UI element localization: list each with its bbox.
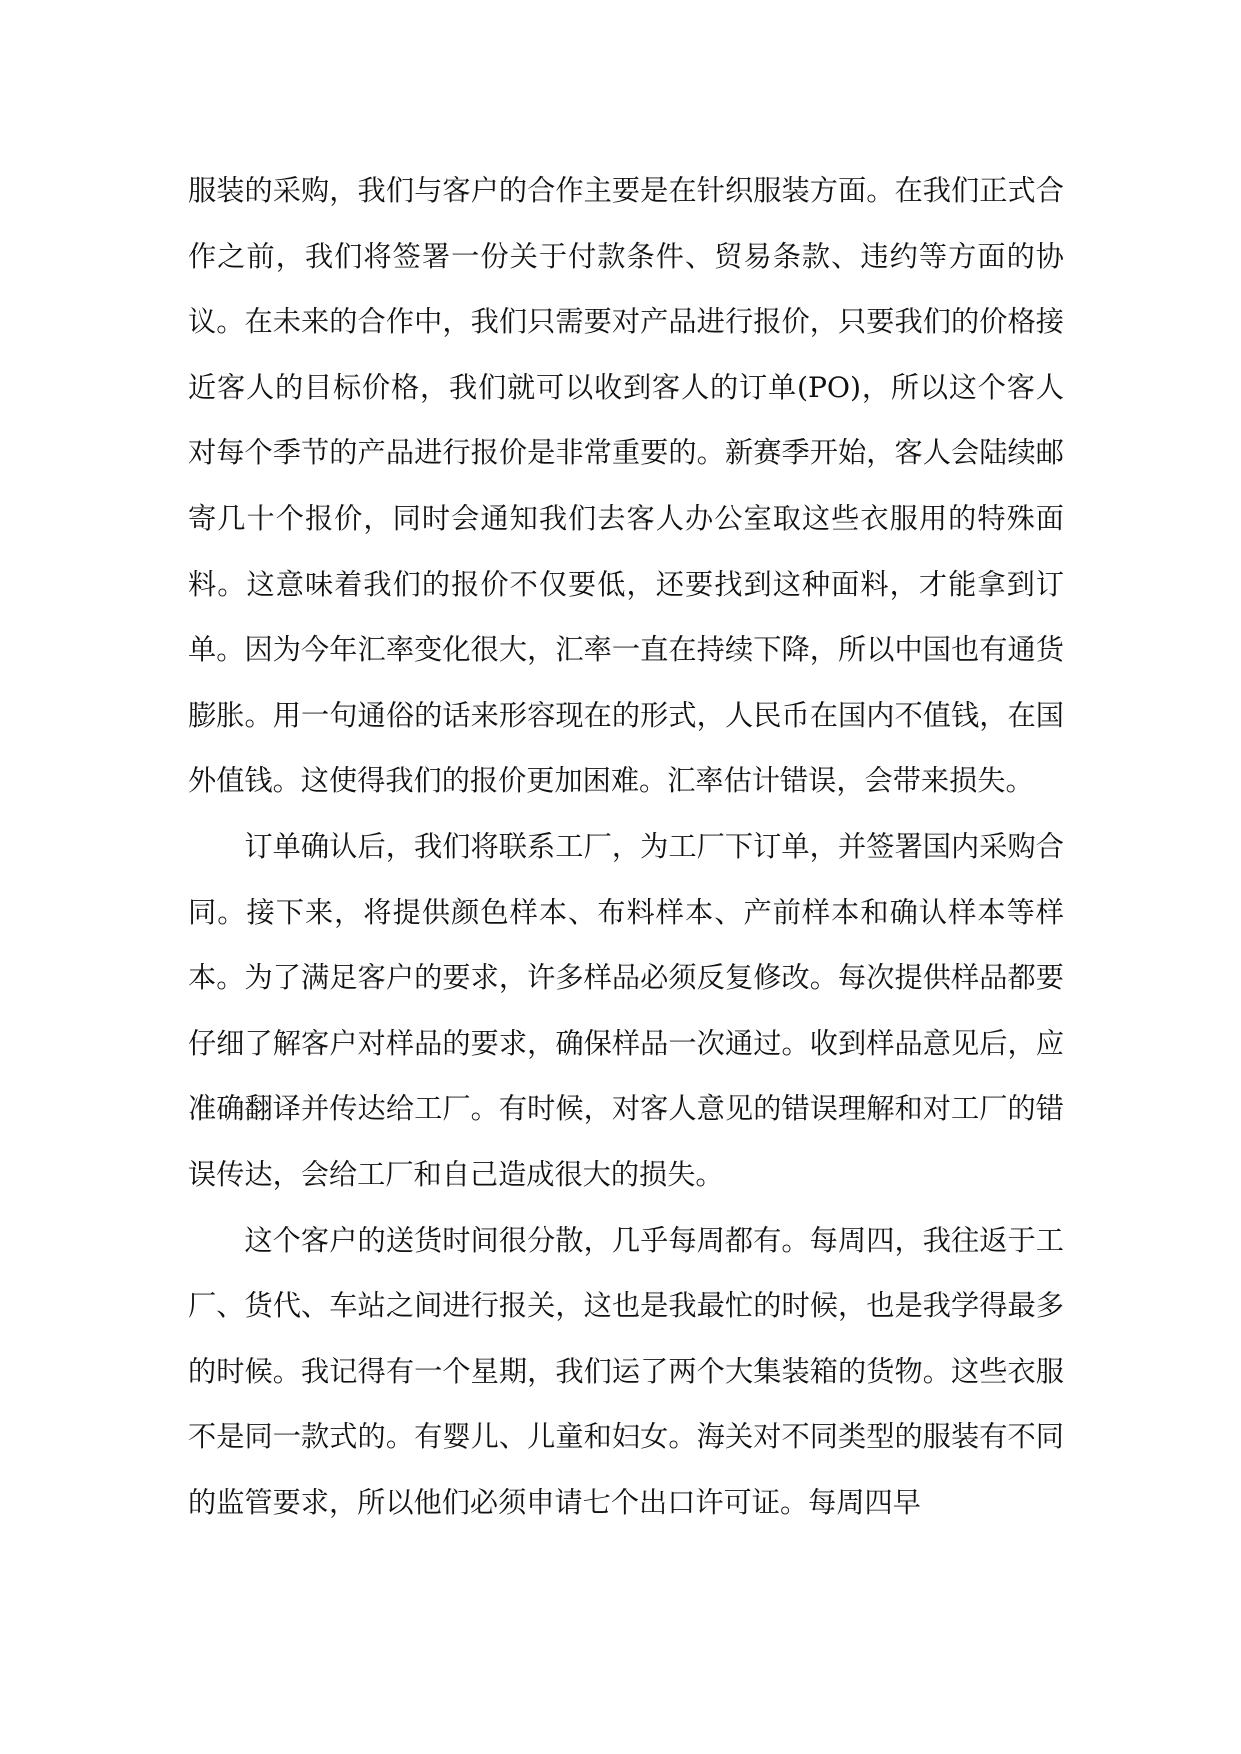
body-text — [188, 158, 1064, 1535]
paragraph-2: 订单确认后，我们将联系工厂，为工厂下订单，并签署国内采购合同。接下来，将提供颜色样本、布料样本、产前样本和确认样本等样本。为了满足客户的要求，许多样品必须反复修改。每次提供样品都要仔细了解客户对样品的要求，确保样品一次通过。收到样品意见后，应准确翻译并传达给工厂。有时候，对客人意见的错误理解和对工厂的错误传达，会给工厂和自己造成很大的损失。 — [188, 829, 1064, 1191]
paragraph-3: 这个客户的送货时间很分散，几乎每周都有。每周四，我往返于工厂、货代、车站之间进行报关，这也是我最忙的时候，也是我学得最多的时候。我记得有一个星期，我们运了两个大集装箱的货物。这些衣服不是同一款式的。有婴儿、儿童和妇女。海关对不同类型的服装有不同的监管要求，所以他们必须申请七个出口许可证。每周四早 — [188, 1223, 1064, 1519]
paragraph-1: 服装的采购，我们与客户的合作主要是在针织服装方面。在我们正式合作之前，我们将签署一份关于付款条件、贸易条款、违约等方面的协议。在未来的合作中，我们只需要对产品进行报价，只要我们的价格接近客人的目标价格，我们就可以收到客人的订单(PO)，所以这个客人对每个季节的产品进行报价是非常重要的。新赛季开始，客人会陆续邮寄几十个报价，同时会通知我们去客人办公室取这些衣服用的特殊面料。这意味着我们的报价不仅要低，还要找到这种面料，才能拿到订单。因为今年汇率变化很大，汇率一直在持续下降，所以中国也有通货膨胀。用一句通俗的话来形容现在的形式，人民币在国内不值钱，在国外值钱。这使得我们的报价更加困难。汇率估计错误，会带来损失。 — [188, 174, 1064, 798]
